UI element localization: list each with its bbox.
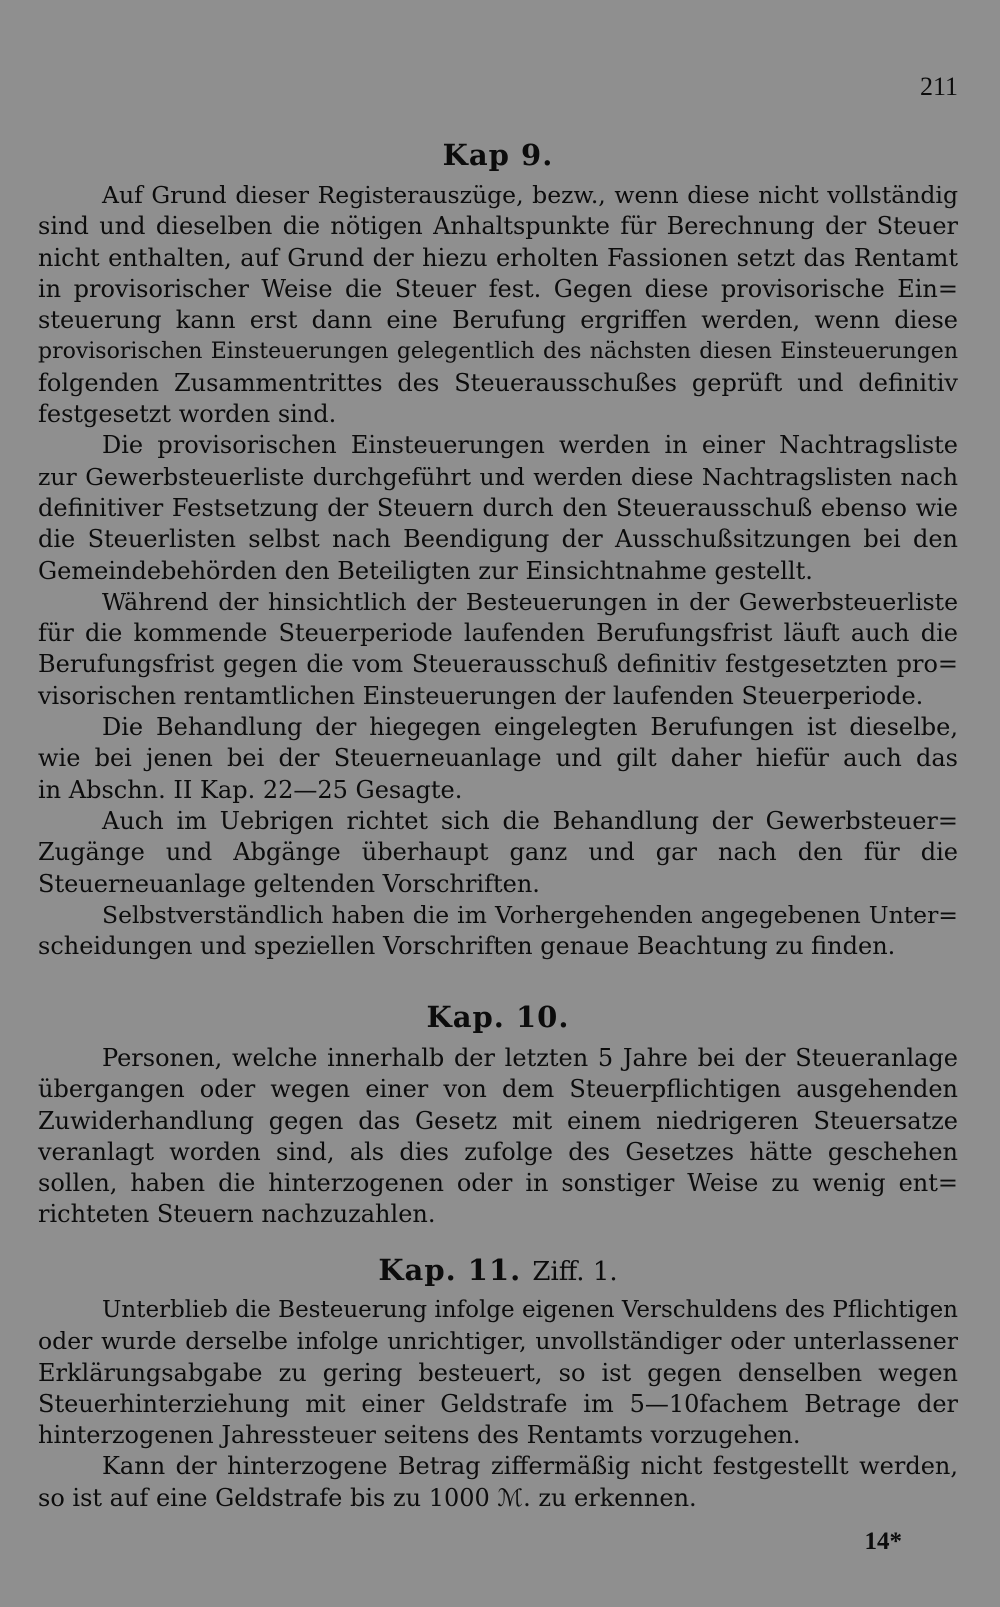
kap9-body [38,180,958,962]
text-line: in Abschn. II Kap. 22—25 Gesagte. [38,775,463,804]
text-line: oder wurde derselbe infolge unrichtiger, unvollständiger oder unterlassener [38,1327,958,1356]
text-line: veranlagt worden sind, als dies zufolge des Gesetzes hätte geschehen [38,1137,958,1166]
document-page [38,0,958,1607]
kap11-subheading: Ziff. 1. [532,1257,618,1287]
text-line: scheidungen und speziellen Vorschriften genaue Beachtung zu finden. [38,932,896,961]
kap10-heading: Kap. 10. [426,1000,570,1034]
text-line: für die kommende Steuerperiode laufenden Berufungsfrist läuft auch die [38,619,958,648]
text-line: Auf Grund dieser Registerauszüge, bezw., wenn diese nicht vollständig [102,181,958,209]
text-line: visorischen rentamtlichen Einsteuerungen der laufenden Steuerperiode. [38,681,924,710]
text-line: definitiver Festsetzung der Steuern durch den Steuerausschuß ebenso wie [38,493,958,522]
text-line: festgesetzt worden sind. [38,400,337,429]
text-line: richteten Steuern nachzuzahlen. [38,1200,436,1229]
text-line: Steuerhinterziehung mit einer Geldstrafe im 5—10fachem Betrage der [38,1389,958,1418]
text-line: Steuerneuanlage geltenden Vorschriften. [38,869,540,898]
signature-mark: 14* [864,1528,902,1555]
text-line: sind und dieselben die nötigen Anhaltspunkte für Berechnung der Steuer [38,212,958,241]
text-line: Auch im Uebrigen richtet sich die Behandlung der Gewerbsteuer= [102,806,958,835]
text-line: übergangen oder wegen einer von dem Steuerpflichtigen ausgehenden [38,1075,958,1104]
text-line: Zugänge und Abgänge überhaupt ganz und gar nach den für die [38,838,958,867]
kap11-heading [38,1253,958,1287]
kap11-title: Kap. 11. [378,1253,522,1287]
text-line: provisorischen Einsteuerungen gelegentlich des nächsten diesen Einsteuerungen [38,339,958,365]
text-line: Die Behandlung der hiegegen eingelegten Berufungen ist dieselbe, [102,713,958,742]
text-line: folgenden Zusammentrittes des Steuerausschußes geprüft und definitiv [38,368,958,397]
text-line: Berufungsfrist gegen die vom Steuerausschuß definitiv festgesetzten pro= [38,650,958,679]
text-line: Erklärungsabgabe zu gering besteuert, so ist gegen denselben wegen [38,1358,958,1387]
text-line: Zuwiderhandlung gegen das Gesetz mit einem niedrigeren Steuersatze [38,1106,958,1135]
kap10-body [38,1043,958,1231]
kap11-body [38,1295,958,1514]
text-line: Kann der hinterzogene Betrag ziffermäßig nicht festgestellt werden, [102,1452,958,1481]
text-line: Während der hinsichtlich der Besteuerungen in der Gewerbsteuerliste [102,587,958,616]
text-line: Unterblieb die Besteuerung infolge eigenen Verschuldens des Pflichtigen [102,1297,958,1323]
text-line: nicht enthalten, auf Grund der hiezu erholten Fassionen setzt das Rentamt [38,243,958,272]
text-line: hinterzogenen Jahressteuer seitens des Rentamts vorzugehen. [38,1421,801,1450]
text-line: in provisorischer Weise die Steuer fest. Gegen diese provisorische Ein= [38,274,958,303]
text-line: die Steuerlisten selbst nach Beendigung der Ausschußsitzungen bei den [38,525,958,554]
text-line: Personen, welche innerhalb der letzten 5 Jahre bei der Steueranlage [102,1044,958,1072]
text-line: Die provisorischen Einsteuerungen werden in einer Nachtragsliste [102,431,958,460]
text-line: steuerung kann erst dann eine Berufung ergriffen werden, wenn diese [38,306,958,335]
text-line: Gemeindebehörden den Beteiligten zur Einsichtnahme gestellt. [38,556,813,585]
text-line: sollen, haben die hinterzogenen oder in sonstiger Weise zu wenig ent= [38,1169,958,1198]
page-number: 211 [919,72,958,101]
text-line: wie bei jenen bei der Steuerneuanlage und gilt daher hiefür auch das [38,744,958,773]
text-line: zur Gewerbsteuerliste durchgeführt und werden diese Nachtragslisten nach [38,462,958,491]
text-line: Selbstverständlich haben die im Vorhergehenden angegebenen Unter= [102,900,958,929]
kap9-heading: Kap 9. [442,138,554,172]
text-line: so ist auf eine Geldstrafe bis zu 1000 ℳ. zu erkennen. [38,1483,697,1512]
